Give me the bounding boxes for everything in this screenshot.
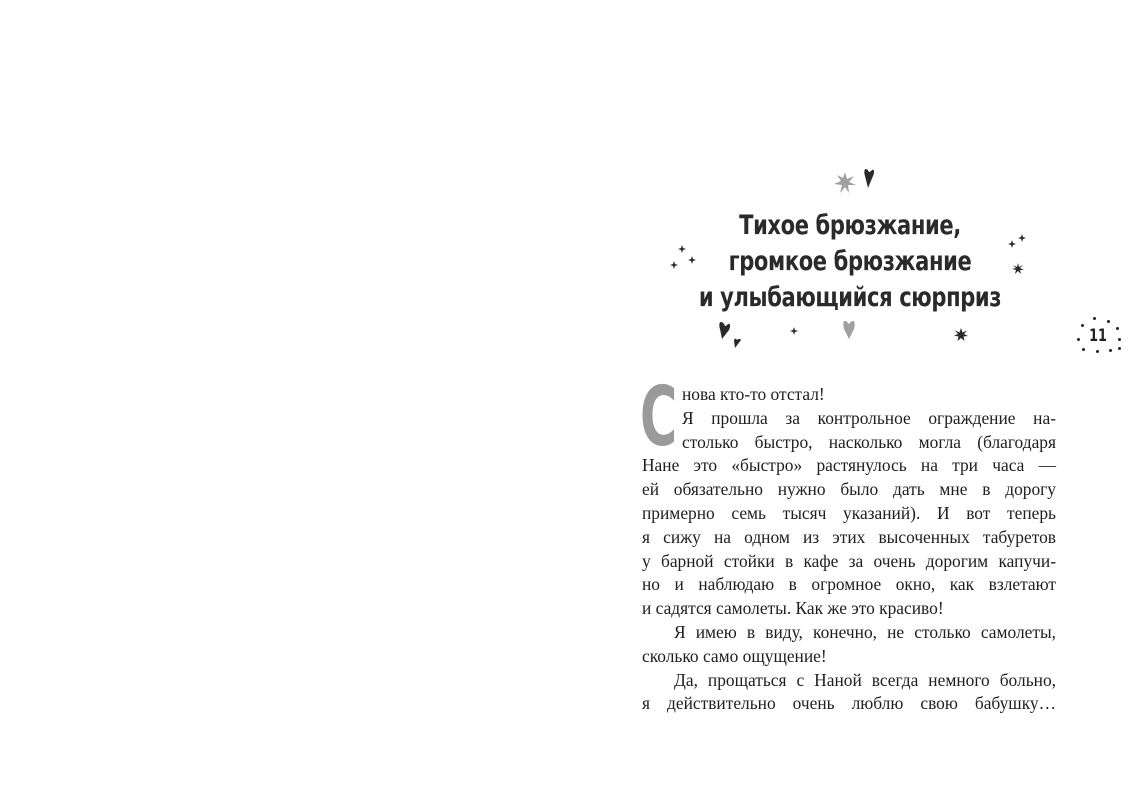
asterisk-icon (954, 328, 968, 342)
text-line: Я имею в виду, конечно, не столько самолеты, (674, 621, 1056, 642)
text-line: сколько само ощущение! (642, 645, 827, 666)
chapter-title-line: и улыбающийся сюрприз (698, 282, 1002, 313)
star-icon (834, 172, 856, 194)
page-number-badge (1072, 316, 1124, 360)
page-number: 11 (1089, 326, 1107, 346)
text-line: Да, прощаться с Наной всегда немного больно, (674, 669, 1056, 690)
heart-icon (719, 322, 731, 340)
sparkle-icon (790, 327, 798, 335)
text-line: Я прошла за контрольное ограждение на- (682, 407, 1056, 428)
text-line: и садятся самолеты. Как же это красиво! (642, 598, 944, 619)
sparkle-icon (1018, 234, 1026, 242)
text-line: я сижу на одном из этих высоченных табуретов (642, 526, 1056, 547)
heart-icon (733, 338, 741, 348)
drop-cap: С (640, 370, 678, 465)
chapter-title (686, 208, 1014, 316)
text-line: примерно семь тысяч указаний). И вот теперь (642, 502, 1056, 523)
sparkle-icon (670, 261, 678, 269)
text-line: я действительно очень люблю свою бабушку… (642, 693, 1056, 714)
chapter-title-line: громкое брюзжание (728, 246, 972, 277)
text-line: столько быстро, насколько могла (благодаря (682, 431, 1056, 452)
text-line: ей обязательно нужно было дать мне в дорогу (642, 479, 1056, 500)
sparkle-icon (678, 245, 686, 253)
heart-icon (843, 321, 855, 339)
heart-icon (864, 169, 875, 189)
text-line: но и наблюдаю в огромное окно, как взлетают (642, 574, 1056, 595)
text-line: Нане это «быстро» растянулось на три часа — (642, 455, 1056, 476)
body-text (640, 370, 1056, 716)
text-line: у барной стойки в кафе за очень дорогим капучи- (642, 550, 1056, 571)
chapter-title-line: Тихое брюзжание, (739, 210, 961, 241)
text-line: нова кто-то отстал! (682, 384, 825, 404)
